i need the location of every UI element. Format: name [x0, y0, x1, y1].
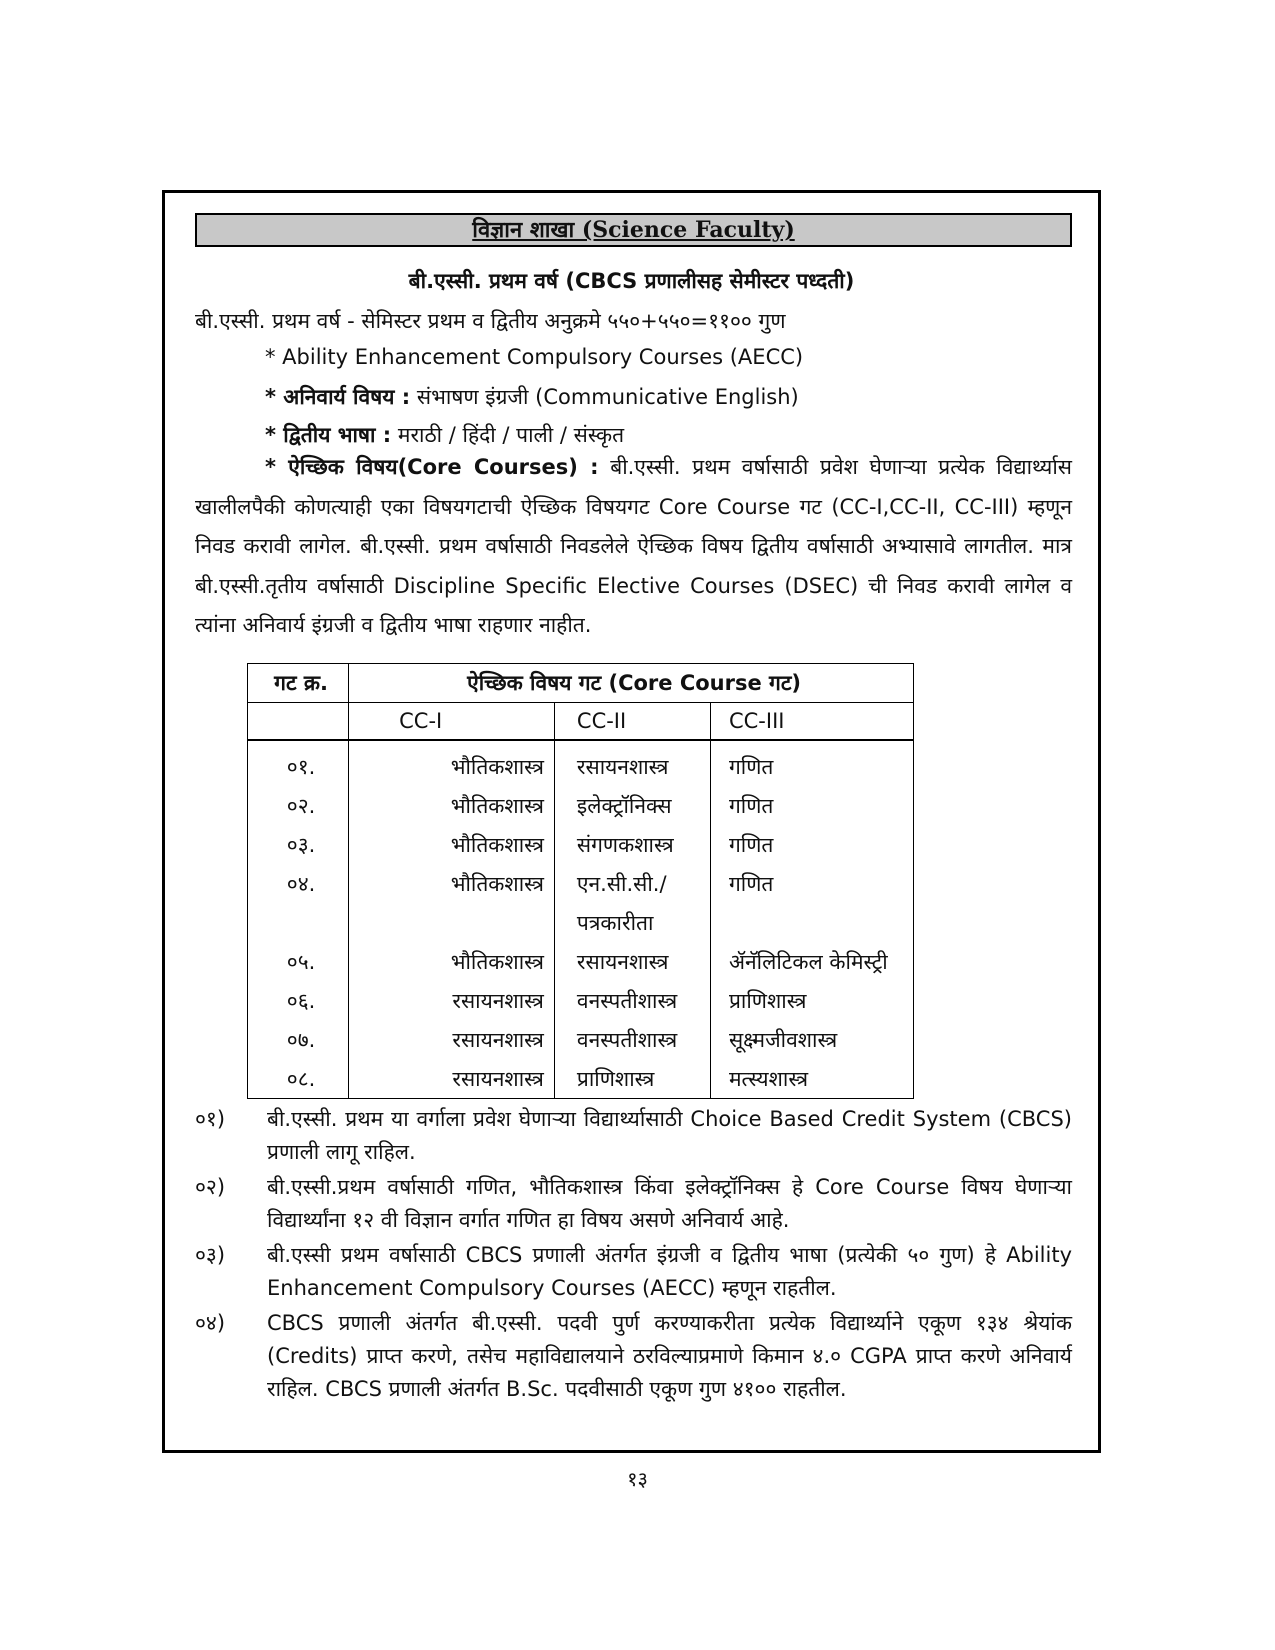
cell-no: ०२. — [248, 786, 349, 825]
table-row — [248, 864, 914, 903]
elective-text: बी.एस्सी. प्रथम वर्षासाठी प्रवेश घेणाऱ्या प्रत्येक विद्यार्थ्यास खालीलपैकी कोणत्याही एका विषयगटाची ऐच्छिक विषयगट Core Course गट (CC-I,CC-II, CC-III) म्हणून निवड करावी लागेल. बी.एस्सी. प्रथम वर्षासाठी निवडलेले ऐच्छिक विषय द्वितीय वर्षासाठी अभ्यासावे लागतील. मात्र बी.एस्सी.तृतीय वर्षासाठी Discipline Specific Elective Courses (DSEC) ची निवड करावी लागेल व त्यांना अनिवार्य इंग्रजी व द्वितीय भाषा राहणार नाहीत. — [195, 455, 1072, 637]
table-row — [248, 1059, 914, 1099]
cell-cc1: रसायनशास्त्र — [349, 1059, 555, 1099]
note-text: बी.एस्सी.प्रथम वर्षासाठी गणित, भौतिकशास्त्र किंवा इलेक्ट्रॉनिक्स हे Core Course विषय घेणाऱ्या विद्यार्थ्यांना १२ वी विज्ञान वर्गात गणित हा विषय असणे अनिवार्य आहे. — [267, 1175, 1072, 1232]
cell-cc3: ॲनॅलिटिकल केमिस्ट्री — [710, 942, 913, 981]
cell-cc2: एन.सी.सी./ — [554, 864, 710, 903]
cell-no: ०३. — [248, 825, 349, 864]
second-language-line — [265, 421, 624, 449]
subheader-empty — [248, 703, 349, 741]
cell-cc3: प्राणिशास्त्र — [710, 981, 913, 1020]
cell-cc2: प्राणिशास्त्र — [554, 1059, 710, 1099]
note-text: बी.एस्सी. प्रथम या वर्गाला प्रवेश घेणाऱ्या विद्यार्थ्यासाठी Choice Based Credit System (CBCS) प्रणाली लागू राहिल. — [267, 1107, 1072, 1164]
header-group-no: गट क्र. — [248, 664, 349, 703]
table-row — [248, 981, 914, 1020]
second-language-value: मराठी / हिंदी / पाली / संस्कृत — [397, 423, 625, 447]
compulsory-value: संभाषण इंग्रजी (Communicative English) — [416, 385, 799, 409]
page-number: १३ — [627, 1467, 648, 1491]
cell-cc1: भौतिकशास्त्र — [349, 825, 555, 864]
cell-cc2: वनस्पतीशास्त्र — [554, 981, 710, 1020]
cell-no: ०५. — [248, 942, 349, 981]
cell-cc3: गणित — [710, 786, 913, 825]
note-item — [195, 1307, 1072, 1406]
aecc-line: * Ability Enhancement Compulsory Courses (AECC) — [265, 345, 804, 369]
table-header-row — [248, 664, 914, 703]
core-course-table — [247, 663, 914, 1099]
table-row — [248, 786, 914, 825]
table-row — [248, 942, 914, 981]
cell-cc1: रसायनशास्त्र — [349, 981, 555, 1020]
page-subtitle: बी.एस्सी. प्रथम वर्ष (CBCS प्रणालीसह सेमीस्टर पध्दती) — [408, 269, 855, 293]
cell-cc2: पत्रकारीता — [554, 903, 710, 942]
table-row — [248, 740, 914, 786]
elective-label: * ऐच्छिक विषय(Core Courses) : — [265, 455, 599, 479]
banner-title: विज्ञान शाखा (Science Faculty) — [472, 217, 795, 243]
cell-cc1: भौतिकशास्त्र — [349, 786, 555, 825]
cell-cc1: भौतिकशास्त्र — [349, 864, 555, 903]
subheader-cc3: CC-III — [710, 703, 913, 741]
note-text: बी.एस्सी प्रथम वर्षासाठी CBCS प्रणाली अंतर्गत इंग्रजी व द्वितीय भाषा (प्रत्येकी ५० गुण) हे Ability Enhancement Compulsory Courses (AECC) म्हणून राहतील. — [267, 1243, 1072, 1300]
table-row — [248, 903, 914, 942]
note-text: CBCS प्रणाली अंतर्गत बी.एस्सी. पदवी पुर्ण करण्याकरीता प्रत्येक विद्यार्थ्याने एकूण १३४ श्रेयांक (Credits) प्राप्त करणे, तसेच महाविद्यालयाने ठरविल्याप्रमाणे किमान ४.० CGPA प्राप्त करणे अनिवार्य राहिल. CBCS प्रणाली अंतर्गत B.Sc. पदवीसाठी एकूण गुण ४१०० राहतील. — [267, 1311, 1072, 1401]
compulsory-label: * अनिवार्य विषय : — [265, 385, 411, 409]
content-frame — [162, 190, 1101, 1453]
note-item — [195, 1103, 1072, 1169]
cell-cc2: रसायनशास्त्र — [554, 740, 710, 786]
subheader-cc1: CC-I — [349, 703, 555, 741]
cell-cc3: गणित — [710, 740, 913, 786]
note-number: ०२) — [195, 1175, 226, 1199]
table-subheader-row — [248, 703, 914, 741]
note-item — [195, 1239, 1072, 1305]
cell-cc1: भौतिकशास्त्र — [349, 740, 555, 786]
cell-cc3: सूक्ष्मजीवशास्त्र — [710, 1020, 913, 1059]
cell-cc1: भौतिकशास्त्र — [349, 942, 555, 981]
cell-cc2: इलेक्ट्रॉनिक्स — [554, 786, 710, 825]
note-item — [195, 1171, 1072, 1237]
notes-list — [195, 1103, 1072, 1408]
subheader-cc2: CC-II — [554, 703, 710, 741]
cell-no: ०६. — [248, 981, 349, 1020]
table-row — [248, 825, 914, 864]
cell-cc1 — [349, 903, 555, 942]
cell-cc3: गणित — [710, 864, 913, 903]
cell-cc2: रसायनशास्त्र — [554, 942, 710, 981]
second-language-label: * द्वितीय भाषा : — [265, 423, 392, 447]
cell-no: ०८. — [248, 1059, 349, 1099]
compulsory-subject-line — [265, 383, 799, 411]
cell-no — [248, 903, 349, 942]
cell-no: ०१. — [248, 740, 349, 786]
cell-no: ०७. — [248, 1020, 349, 1059]
note-number: ०३) — [195, 1243, 226, 1267]
elective-paragraph — [195, 448, 1072, 646]
note-number: ०४) — [195, 1311, 226, 1335]
table-row — [248, 1020, 914, 1059]
cell-cc2: वनस्पतीशास्त्र — [554, 1020, 710, 1059]
header-core-course: ऐच्छिक विषय गट (Core Course गट) — [349, 664, 914, 703]
cell-cc3: मत्स्यशास्त्र — [710, 1059, 913, 1099]
section-banner — [195, 213, 1072, 247]
cell-cc2: संगणकशास्त्र — [554, 825, 710, 864]
marks-line: बी.एस्सी. प्रथम वर्ष - सेमिस्टर प्रथम व द्वितीय अनुक्रमे ५५०+५५०=११०० गुण — [195, 309, 786, 333]
cell-cc1: रसायनशास्त्र — [349, 1020, 555, 1059]
cell-no: ०४. — [248, 864, 349, 903]
cell-cc3: गणित — [710, 825, 913, 864]
cell-cc3 — [710, 903, 913, 942]
note-number: ०१) — [195, 1107, 226, 1131]
